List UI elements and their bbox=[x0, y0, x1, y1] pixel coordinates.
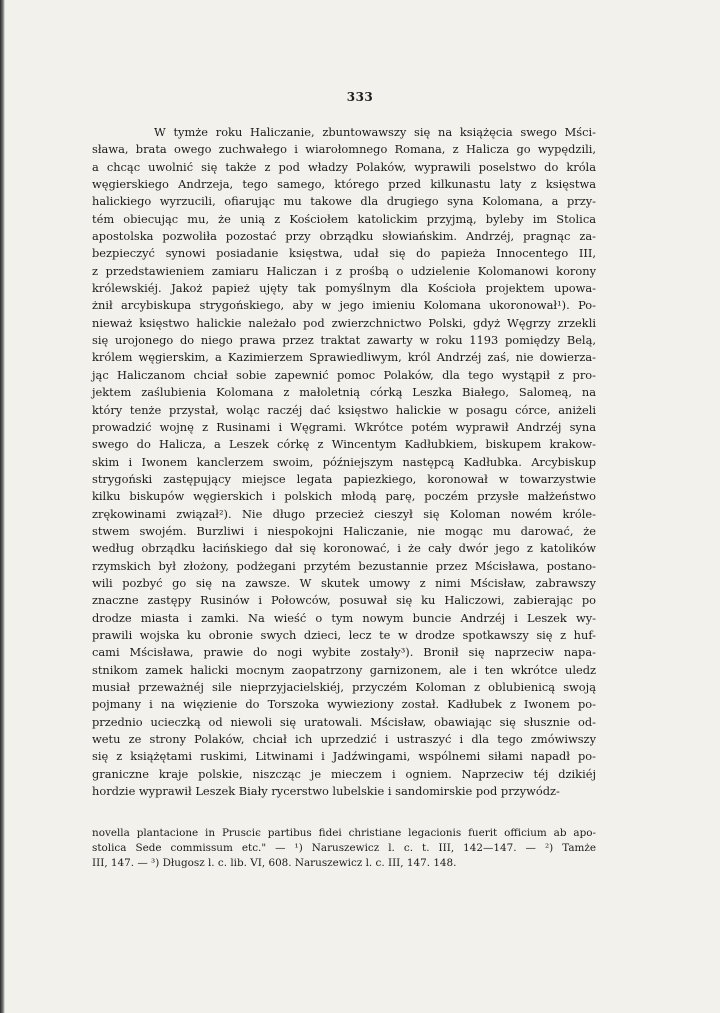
text-line: musiał przeważnéj sile nieprzyjacielskiéj, przyczém Koloman z oblubienicą swoją bbox=[92, 680, 596, 694]
text-line: pojmany i na więzienie do Torszoka wywieziony został. Kadłubek z Iwonem po- bbox=[92, 697, 596, 712]
footnotes bbox=[92, 826, 596, 872]
text-line: graniczne kraje polskie, niszcząc je mieczem i ogniem. Naprzeciw téj dzikiéj bbox=[92, 766, 596, 781]
text-line: nieważ księstwo halickie należało pod zwierzchnictwo Polski, gdyż Węgrzy zrzekli bbox=[92, 315, 596, 330]
text-line: tém obiecując mu, że unią z Kościołem katolickim przyjmą, byleby im Stolica bbox=[92, 211, 596, 226]
footnote-line: III, 147. — ³) Długosz l. c. lib. VI, 608. Naruszewicz l. c. III, 147. 148. bbox=[92, 857, 457, 870]
text-line: wili pozbyć go się na zawsze. W skutek umowy z nimi Mścisław, zabrawszy bbox=[92, 575, 596, 590]
text-line: sława, brata owego zuchwałego i wiarołomnego Romana, z Halicza go wypędzili, bbox=[92, 142, 596, 157]
text-line: W tymże roku Haliczanie, zbuntowawszy się na książęcia swego Mści- bbox=[154, 125, 596, 139]
text-line: prowadzić wojnę z Rusinami i Węgrami. Wkrótce potém wyprawił Andrzéj syna bbox=[92, 419, 596, 434]
text-line: królewskiéj. Jakoż papież ujęty tak pomyślnym dla Kościoła projektem upowa- bbox=[92, 281, 596, 296]
page-number: 333 bbox=[346, 90, 374, 104]
main-paragraph bbox=[92, 124, 596, 800]
text-line: skim i Iwonem kanclerzem swoim, późniejszym następcą Kadłubka. Arcybiskup bbox=[92, 454, 596, 469]
text-line: jąc Haliczanom chciał sobie zapewnić pomoc Polaków, dla tego wystąpił z pro- bbox=[92, 367, 596, 382]
text-line: żnił arcybiskupa strygońskiego, aby w jego imieniu Kolomana ukoronował¹). Po- bbox=[92, 298, 596, 313]
text-line: hordzie wyprawił Leszek Biały rycerstwo lubelskie i sandomirskie pod przywódz- bbox=[92, 784, 560, 799]
text-line: węgierskiego Andrzeja, tego samego, którego przed kilkunastu laty z księstwa bbox=[92, 177, 596, 192]
text-line: który tenże przystał, woląc raczéj dać księstwo halickie w posagu córce, aniżeli bbox=[92, 402, 596, 417]
text-line: prawili wojska ku obronie swych dzieci, lecz te w drodze spotkawszy się z huf- bbox=[92, 627, 596, 642]
text-line: się z książętami ruskimi, Litwinami i Jadźwingami, wspólnemi siłami napadł po- bbox=[92, 749, 596, 764]
text-line: bezpieczyć synowi posiadanie księstwa, udał się do papieża Innocentego III, bbox=[92, 246, 596, 261]
text-line: znaczne zastępy Rusinów i Połowców, posuwał się ku Haliczowi, zabierając po bbox=[92, 593, 596, 608]
text-line: rzymskich był złożony, podżegani przytém bezustannie przez Mścisława, postano- bbox=[92, 558, 596, 573]
text-line: się urojonego do niego prawa przez traktat zawarty w roku 1193 pomiędzy Belą, bbox=[92, 333, 596, 348]
text-line: cami Mścisława, prawie do nogi wybite zostały³). Bronił się naprzeciw napa- bbox=[92, 645, 596, 660]
text-line: królem węgierskim, a Kazimierzem Sprawiedliwym, król Andrzéj zaś, nie dowierza- bbox=[92, 350, 596, 365]
text-line: strygoński zastępujący miejsce legata papiezkiego, koronował w towarzystwie bbox=[92, 471, 596, 486]
text-line: przednio ucieczką od niewoli się uratowali. Mścisław, obawiając się słusznie od- bbox=[92, 714, 596, 729]
text-line: jektem zaślubienia Kolomana z małoletnią córką Leszka Białego, Salomeą, na bbox=[92, 385, 596, 400]
footnote-line: novella plantacione in Prusciє partibus fidei christiane legacionis fuerit officium ab apo- bbox=[92, 827, 596, 839]
text-line: kilku biskupów węgierskich i polskich młodą parę, poczém przysłe małżeństwo bbox=[92, 489, 596, 504]
book-spine-shadow bbox=[0, 0, 5, 1013]
text-line: halickiego wyrzucili, ofiarując mu takowe dla drugiego syna Kolomana, a przy- bbox=[92, 194, 596, 209]
text-line: stwem swojém. Burzliwi i niespokojni Haliczanie, nie mogąc mu darować, że bbox=[92, 523, 596, 538]
text-line: apostolska pozwoliła pozostać przy obrządku słowiańskim. Andrzéj, pragnąc za- bbox=[92, 229, 596, 244]
text-line: wetu ze strony Polaków, chciał ich uprzedzić i ustraszyć i dla tego zmówiwszy bbox=[92, 732, 596, 747]
text-line: zrękowinami związał²). Nie długo przecież cieszył się Koloman nowém króle- bbox=[92, 506, 596, 521]
text-line: z przedstawieniem zamiaru Haliczan i z prośbą o udzielenie Kolomanowi korony bbox=[92, 263, 596, 278]
text-line: swego do Halicza, a Leszek córkę z Wincentym Kadłubkiem, biskupem krakow- bbox=[92, 437, 596, 452]
text-line: drodze miasta i zamki. Na wieść o tym nowym buncie Andrzéj i Leszek wy- bbox=[92, 610, 596, 625]
text-line: stnikom zamek halicki mocnym zaopatrzony garnizonem, ale i ten wkrótce uledz bbox=[92, 662, 596, 677]
footnote-line: stolica Sede commissum etc." — ¹) Naruszewicz l. c. t. III, 142—147. — ²) Tamże bbox=[92, 842, 596, 855]
text-line: a chcąc uwolnić się także z pod władzy Polaków, wyprawili poselstwo do króla bbox=[92, 159, 596, 174]
text-line: według obrządku łacińskiego dał się koronować, i że cały dwór jego z katolików bbox=[92, 541, 596, 556]
